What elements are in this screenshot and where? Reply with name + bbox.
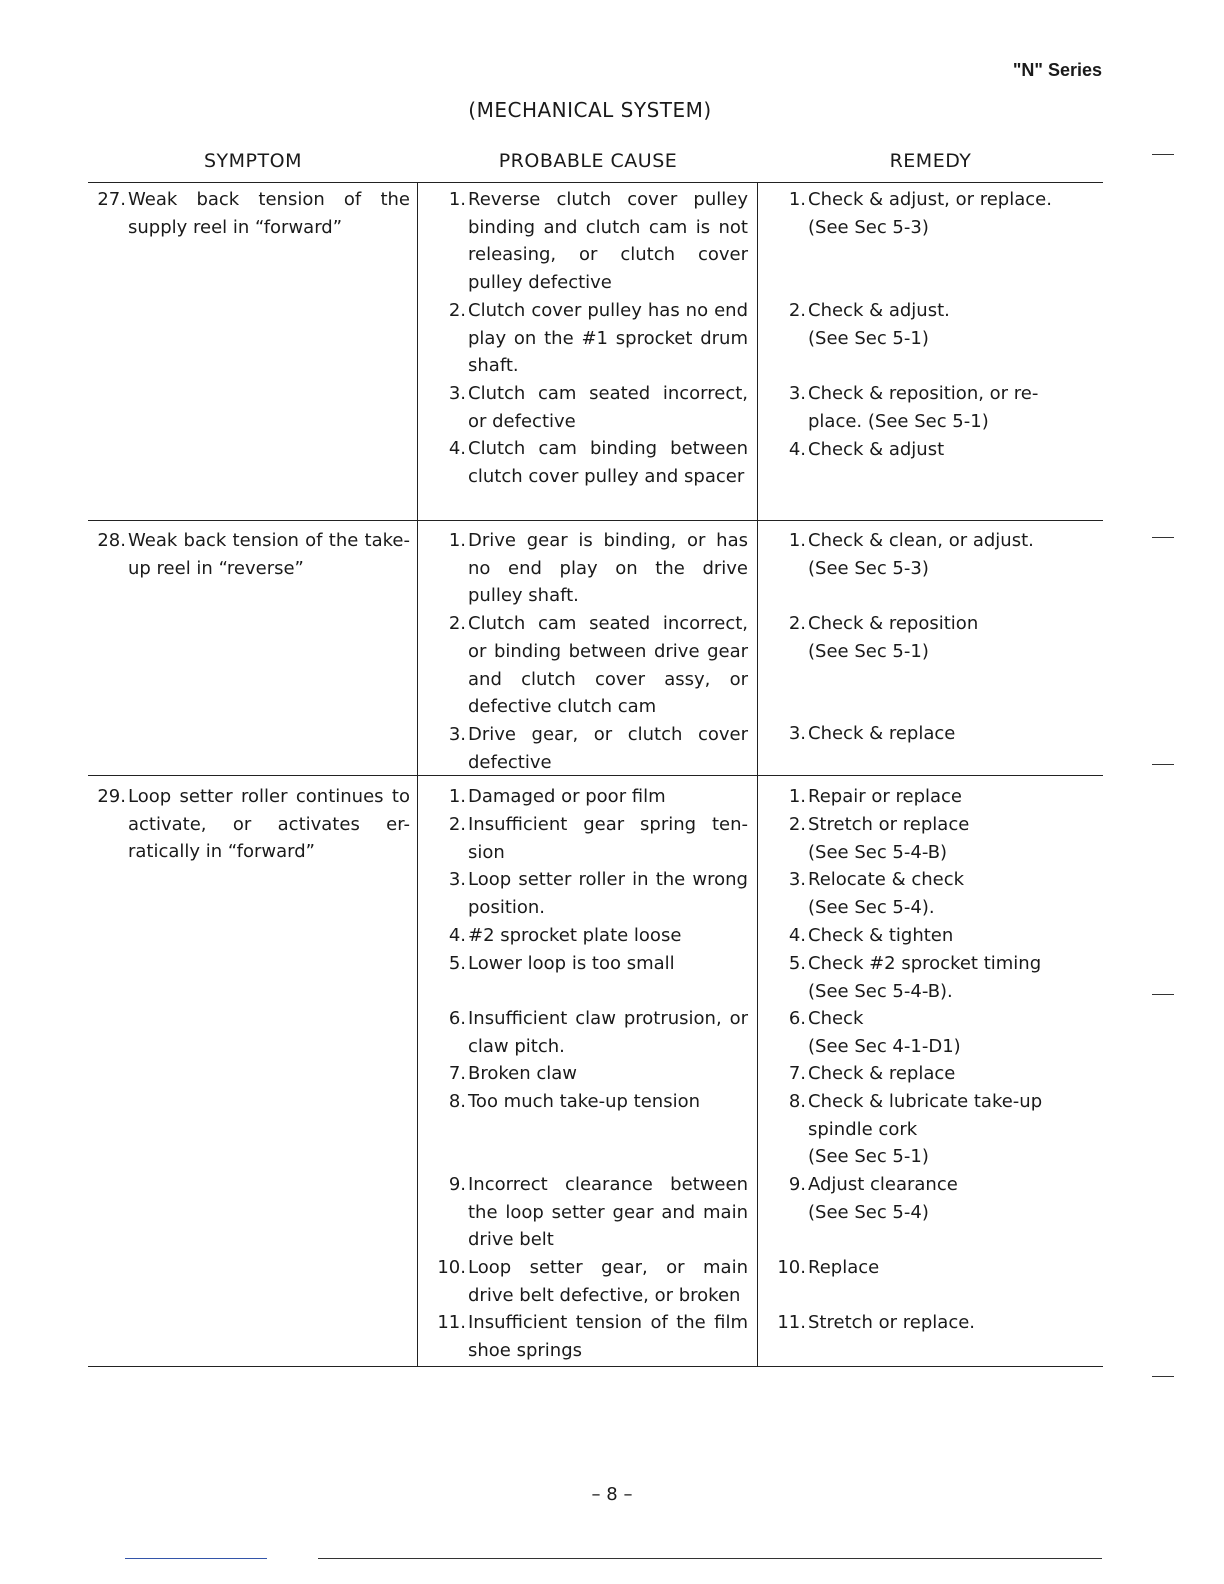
remedy-item: 3. Check & reposition, or re- place. (See Sec 5-1) <box>788 383 1039 432</box>
remedy-item: 2. Check & adjust. (See Sec 5-1) <box>788 300 950 349</box>
remedy-item: 4. Check & tighten <box>788 925 954 946</box>
remedy-item: 1. Check & adjust, or replace. (See Sec 5-3) <box>788 189 1052 238</box>
column-divider <box>417 182 418 1366</box>
cause-item: 2. Insufficient gear spring ten-sion <box>448 814 748 863</box>
remedy-item: 2. Check & reposition (See Sec 5-1) <box>788 613 979 662</box>
row-divider <box>88 520 1103 521</box>
remedy-item: 6. Check (See Sec 4-1-D1) <box>788 1008 961 1057</box>
column-header-cause: PROBABLE CAUSE <box>498 150 678 172</box>
cause-item: 2. Clutch cover pulley has no end play on the #1 sprocket drum shaft. <box>448 299 748 377</box>
cause-cell <box>426 527 748 776</box>
column-divider <box>757 182 758 1366</box>
margin-tick <box>1152 994 1174 995</box>
column-header-remedy: REMEDY <box>889 150 972 172</box>
page-number: – 8 – <box>591 1484 633 1505</box>
margin-tick <box>1152 1376 1174 1377</box>
symptom-cell <box>88 783 410 866</box>
symptom-text: Loop setter roller continues to activate, or activates er-ratically in “forward” <box>128 786 410 863</box>
remedy-item: 3. Relocate & check (See Sec 5-4). <box>788 869 965 918</box>
cause-item: 1. Damaged or poor film <box>448 786 666 807</box>
cause-item: 8. Too much take-up tension <box>448 1091 700 1112</box>
cause-item: 11. Insufficient tension of the film shoe springs <box>437 1312 748 1361</box>
cause-item: 4. Clutch cam binding between clutch cover pulley and spacer <box>448 438 748 488</box>
remedy-item: 3. Check & replace <box>788 723 956 744</box>
remedy-item: 1. Repair or replace <box>788 786 962 807</box>
cause-item: 1. Reverse clutch cover pulley binding and clutch cam is not releasing, or clutch cover pulley defective <box>448 189 748 294</box>
remedy-item: 11. Stretch or replace. <box>777 1312 976 1333</box>
cause-item: 9. Incorrect clearance between the loop setter gear and main drive belt <box>448 1174 748 1251</box>
remedy-item: 4. Check & adjust <box>788 439 945 460</box>
cause-item: 3. Loop setter roller in the wrong position. <box>448 869 748 918</box>
column-header-symptom: SYMPTOM <box>204 150 302 172</box>
remedy-item: 7. Check & replace <box>788 1063 956 1084</box>
remedy-item: 8. Check & lubricate take-up spindle cork (See Sec 5-1) <box>788 1091 1043 1168</box>
symptom-number: 27. <box>97 189 126 210</box>
header-rule <box>88 182 1103 183</box>
cause-item: 3. Clutch cam seated incorrect, or defective <box>448 382 748 432</box>
cause-item: 7. Broken claw <box>448 1063 578 1084</box>
cause-item: 1. Drive gear is binding, or has no end play on the drive pulley shaft. <box>448 530 748 607</box>
remedy-item: 10. Replace <box>777 1257 880 1278</box>
remedy-item: 9. Adjust clearance (See Sec 5-4) <box>788 1174 958 1223</box>
remedy-item: 5. Check #2 sprocket timing (See Sec 5-4-B). <box>788 953 1042 1002</box>
section-title: (MECHANICAL SYSTEM) <box>468 98 712 122</box>
cause-item: 3. Drive gear, or clutch cover defective <box>448 723 748 773</box>
table-bottom-rule <box>88 1366 1103 1367</box>
cause-item: 4. #2 sprocket plate loose <box>448 925 682 946</box>
cause-item: 5. Lower loop is too small <box>448 953 675 974</box>
cause-item: 10. Loop setter gear, or main drive belt defective, or broken <box>437 1257 748 1306</box>
margin-tick <box>1152 764 1174 765</box>
scan-edge-line <box>318 1558 1102 1559</box>
cause-item: 6. Insufficient claw protrusion, or claw pitch. <box>448 1008 748 1057</box>
symptom-text: Weak back tension of the take-up reel in “reverse” <box>128 530 410 579</box>
symptom-number: 29. <box>97 786 126 807</box>
margin-tick <box>1152 154 1174 155</box>
remedy-item: 2. Stretch or replace (See Sec 5-4-B) <box>788 814 970 863</box>
cause-cell <box>426 186 748 491</box>
scan-edge-line <box>125 1558 267 1559</box>
symptom-cell <box>88 527 410 582</box>
symptom-text: Weak back tension of the supply reel in “forward” <box>128 189 410 238</box>
cause-item: 2. Clutch cam seated incorrect, or binding between drive gear and clutch cover assy, or defective clutch cam <box>448 613 748 718</box>
symptom-cell <box>88 186 410 241</box>
symptom-number: 28. <box>97 530 126 551</box>
margin-tick <box>1152 537 1174 538</box>
remedy-item: 1. Check & clean, or adjust. (See Sec 5-3) <box>788 530 1034 579</box>
series-label: "N" Series <box>1012 60 1102 80</box>
